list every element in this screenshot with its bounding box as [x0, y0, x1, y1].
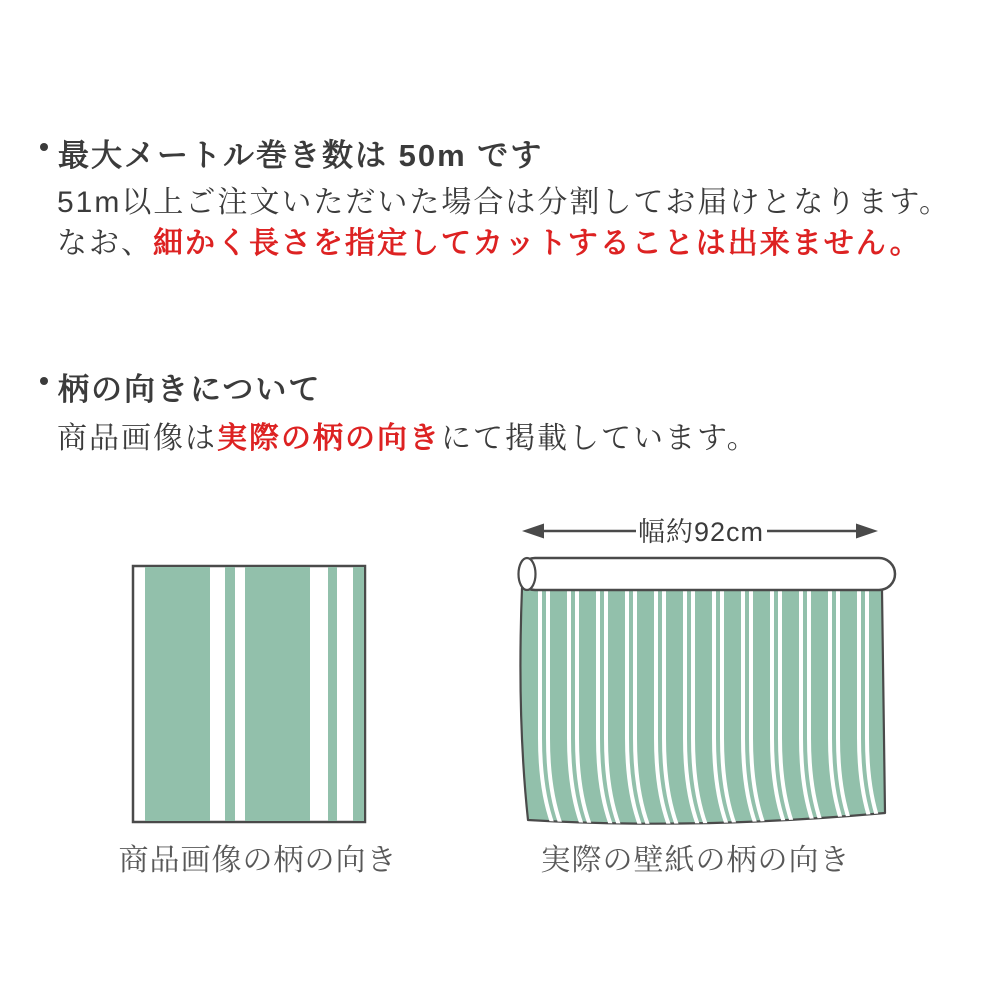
product-image-caption: 商品画像の柄の向き — [118, 844, 398, 877]
width-label: 幅約92cm — [637, 517, 765, 547]
sample-stripe — [245, 567, 310, 821]
sample-stripe — [328, 567, 337, 821]
sample-stripes — [145, 567, 364, 821]
product-image-figure — [128, 560, 370, 826]
sample-stripe — [353, 567, 364, 821]
note-max-roll-line2-prefix: なお、 — [57, 227, 153, 260]
note-pattern-heading: 柄の向きについて — [58, 372, 322, 407]
roll-stripe — [888, 586, 902, 828]
roll-tube — [519, 558, 896, 590]
note-pattern-body — [57, 418, 759, 459]
bullet-icon — [40, 377, 48, 385]
bullet-icon — [40, 143, 48, 151]
sample-stripe — [225, 567, 235, 821]
note-pattern-emphasis: 実際の柄の向き — [217, 422, 441, 455]
actual-wallpaper-figure — [495, 500, 925, 835]
note-pattern-prefix: 商品画像は — [57, 422, 217, 455]
note-max-roll-line2-emphasis: 細かく長さを指定してカットすることは出来ません。 — [153, 227, 922, 260]
tube-end — [519, 558, 536, 590]
note-max-roll-body — [57, 182, 951, 264]
note-max-roll-line1: 51m以上ご注文いただいた場合は分割してお届けとなります。 — [57, 186, 951, 219]
note-pattern-suffix: にて掲載しています。 — [441, 422, 759, 455]
note-max-roll-heading: 最大メートル巻き数は 50m です — [58, 138, 544, 173]
actual-wallpaper-caption: 実際の壁紙の柄の向き — [540, 844, 851, 877]
roll-stripe — [896, 586, 910, 828]
sample-stripe — [145, 567, 210, 821]
